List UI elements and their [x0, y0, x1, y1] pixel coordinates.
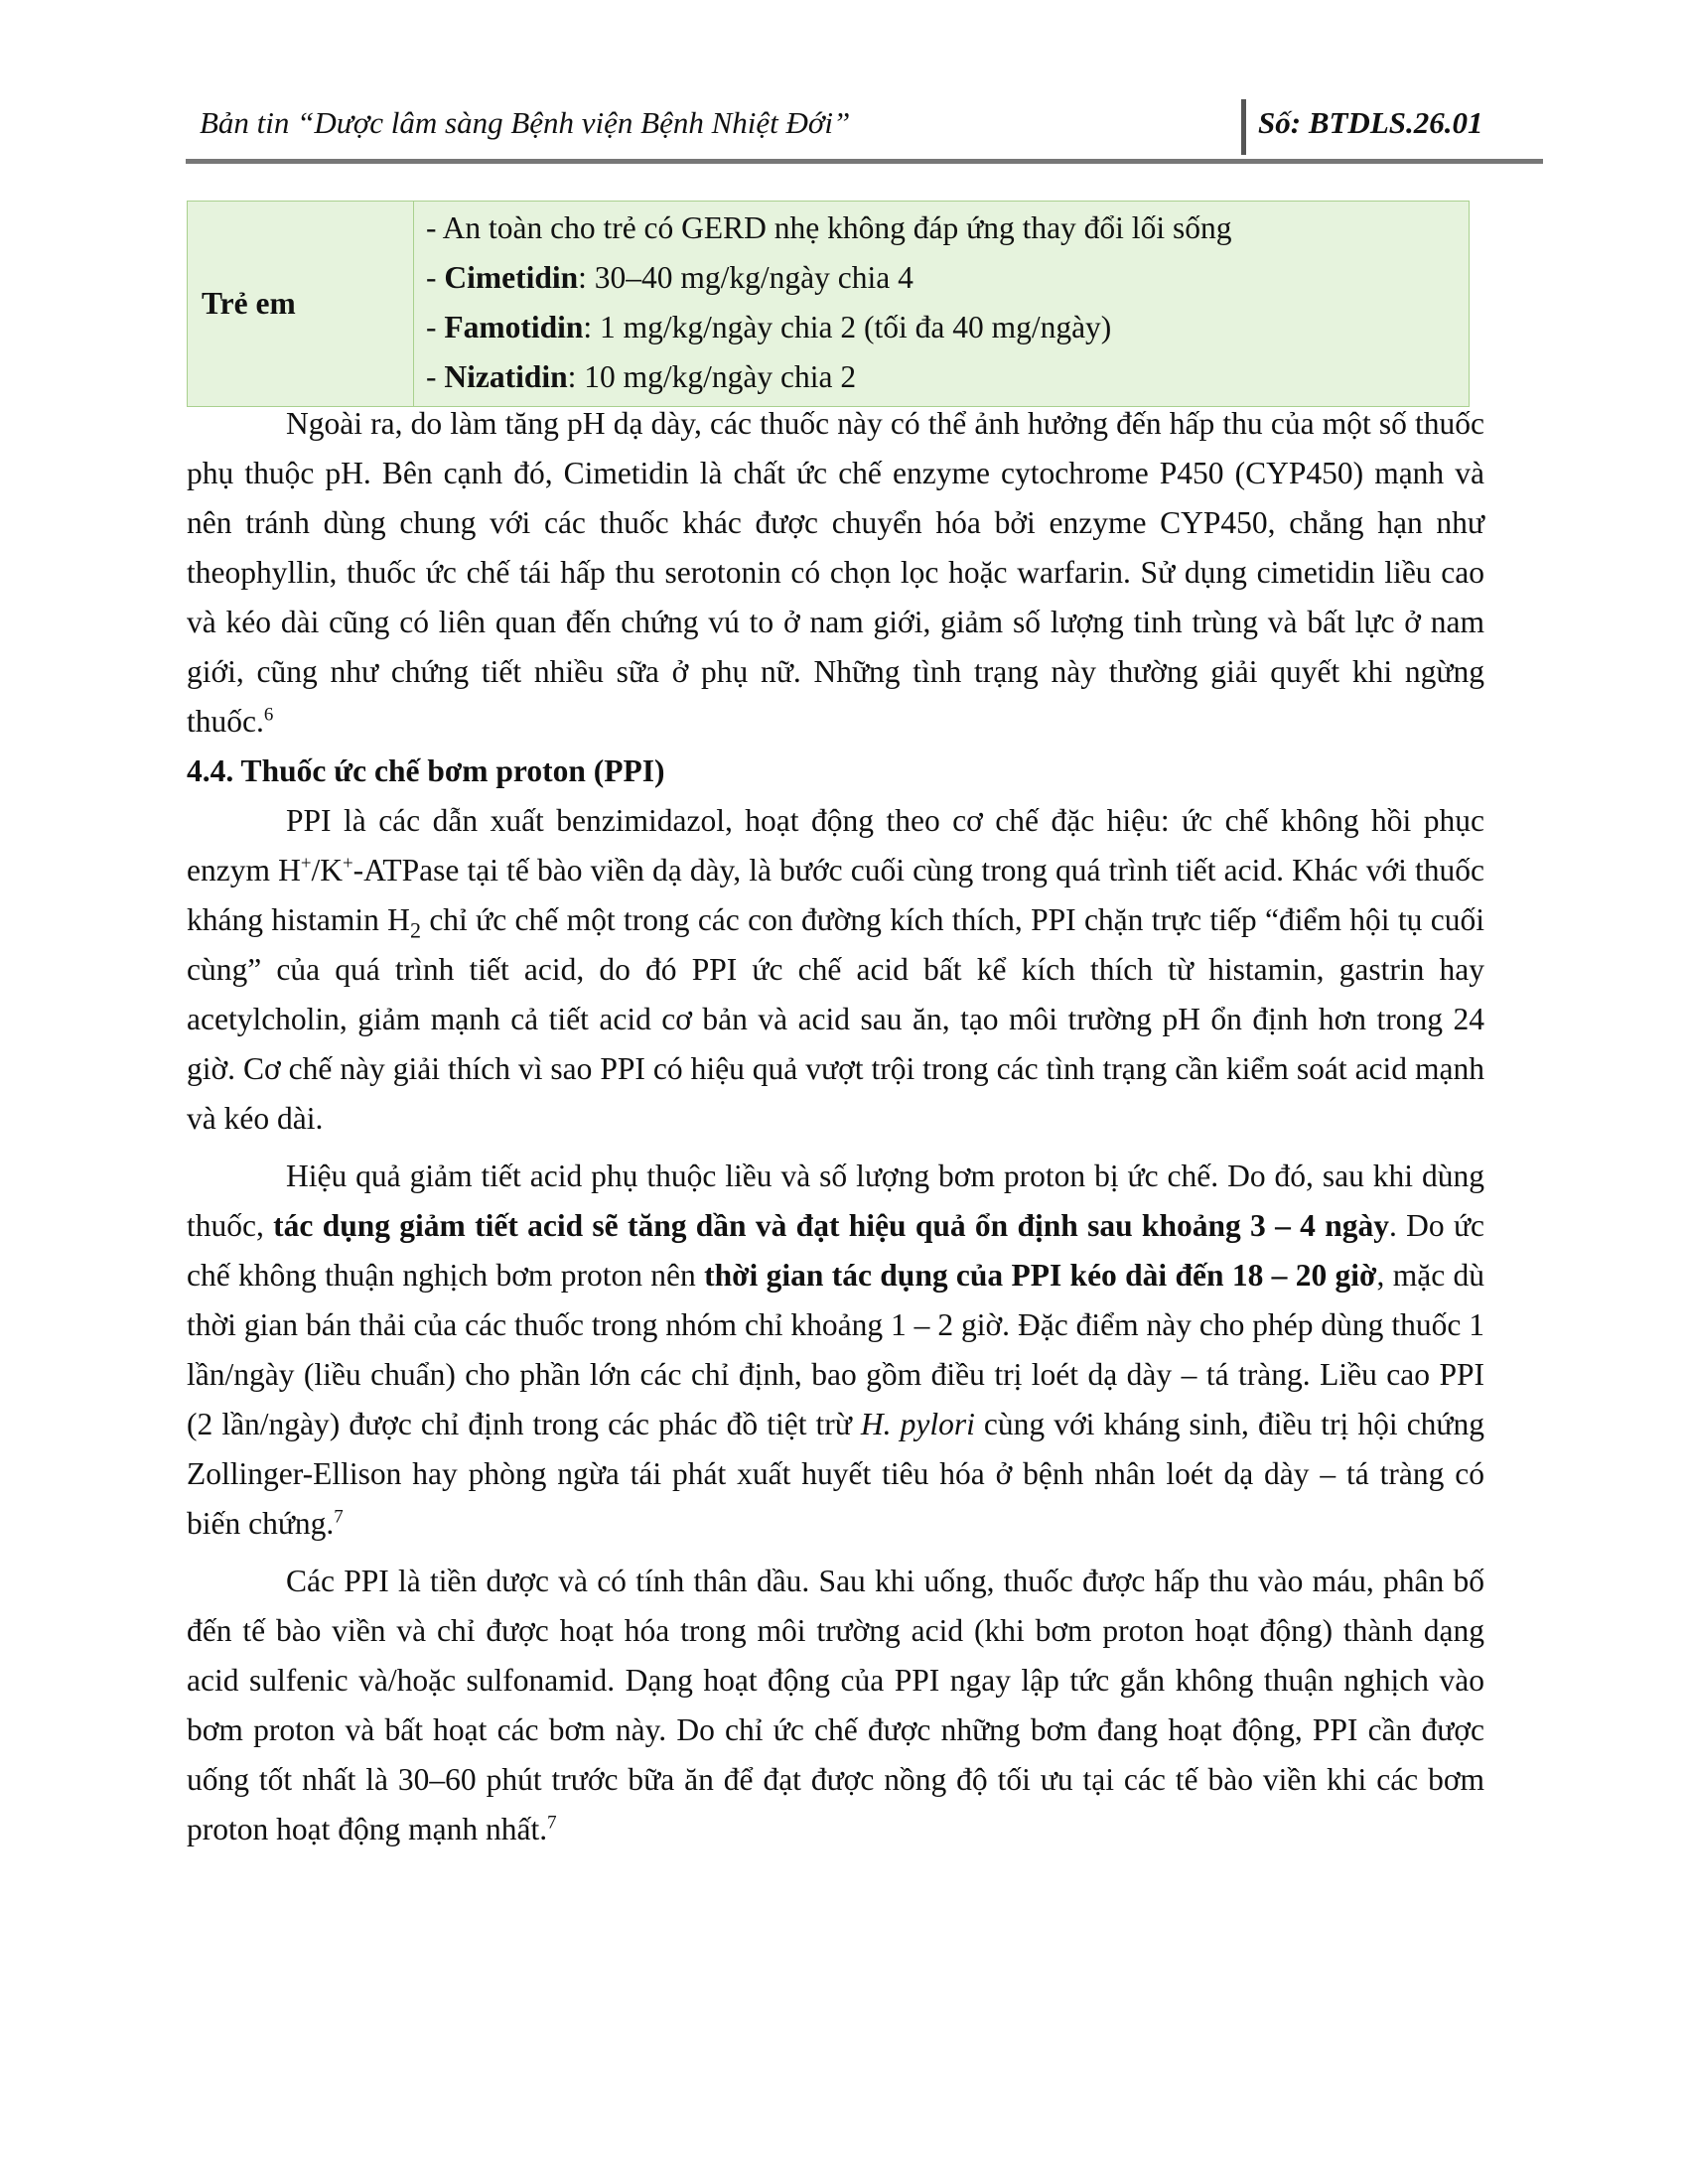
text-run: . Do ức chế không thuận nghịch bơm proton nên — [187, 1208, 1485, 1293]
subscript: 2 — [409, 917, 421, 943]
italic-text: H. pylori — [860, 1407, 975, 1441]
reference-mark: 7 — [334, 1506, 344, 1528]
paragraph-ppi-prodrug — [187, 1557, 1484, 1854]
table-row — [188, 202, 1470, 407]
safety-note: - An toàn cho trẻ có GERD nhẹ không đáp ứng thay đổi lối sống — [426, 210, 1232, 245]
text-run: PPI là các dẫn xuất benzimidazol, hoạt động theo cơ chế đặc hiệu: ức chế không hồi phục enzym H — [187, 803, 1484, 887]
dose-dash: - — [426, 359, 445, 394]
header-separator — [1241, 99, 1246, 155]
drug-name: Nizatidin — [444, 359, 568, 394]
issue-number: Số: BTDLS.26.01 — [1258, 105, 1483, 140]
drug-name: Cimetidin — [444, 260, 579, 295]
drug-dose: : 1 mg/kg/ngày chia 2 (tối đa 40 mg/ngày) — [583, 310, 1112, 344]
bold-text: thời gian tác dụng của PPI kéo dài đến 18 – 20 giờ — [704, 1258, 1377, 1293]
paragraph-ppi-duration — [187, 1152, 1484, 1549]
dose-cell — [414, 202, 1470, 407]
bulletin-title: Bản tin “Dược lâm sàng Bệnh viện Bệnh Nhiệt Đới” — [200, 105, 851, 140]
paragraph-ppi-mechanism — [187, 796, 1484, 1144]
text-run: Hiệu quả giảm tiết acid phụ thuộc liều và số lượng bơm proton bị ức chế. Do đó, sau khi dùng thuốc, — [187, 1159, 1484, 1243]
dose-item-cimetidin — [426, 253, 1459, 303]
superscript: + — [343, 853, 353, 875]
dose-dash: - — [426, 310, 445, 344]
article-body — [187, 399, 1484, 1854]
drug-dose: : 30–40 mg/kg/ngày chia 4 — [578, 260, 914, 295]
text-run: , mặc dù thời gian bán thải của các thuốc trong nhóm chỉ khoảng 1 – 2 giờ. Đặc điểm này cho phép dùng thuốc 1 lần/ngày (liều chuẩn) cho phần lớn các chỉ định, bao gồm điều trị loét dạ dày – tá tràng. Liều cao PPI (2 lần/ngày) được chỉ định trong các phác đồ tiệt trừ — [187, 1258, 1485, 1441]
pediatric-dose-table — [187, 201, 1470, 407]
dose-item-nizatidin — [426, 352, 1459, 402]
text-run: /K — [311, 853, 343, 887]
superscript: + — [300, 853, 312, 875]
paragraph-text: Ngoài ra, do làm tăng pH dạ dày, các thuốc này có thể ảnh hưởng đến hấp thu của một số thuốc phụ thuộc pH. Bên cạnh đó, Cimetidin là chất ức chế enzyme cytochrome P450 (CYP450) mạnh và nên tránh dùng chung với các thuốc khác được chuyển hóa bởi enzyme CYP450, chẳng hạn như theophyllin, thuốc ức chế tái hấp thu serotonin có chọn lọc hoặc warfarin. Sử dụng cimetidin liều cao và kéo dài cũng có liên quan đến chứng vú to ở nam giới, giảm số lượng tinh trùng và bất lực ở nam giới, cũng như chứng tiết nhiều sữa ở phụ nữ. Những tình trạng này thường giải quyết khi ngừng thuốc. — [187, 406, 1484, 739]
drug-name: Famotidin — [444, 310, 584, 344]
paragraph-text: Các PPI là tiền dược và có tính thân dầu. Sau khi uống, thuốc được hấp thu vào máu, phân bố đến tế bào viền và chỉ được hoạt hóa trong môi trường acid (khi bơm proton hoạt động) thành dạng acid sulfenic và/hoặc sulfonamid. Dạng hoạt động của PPI ngay lập tức gắn không thuận nghịch vào bơm proton và bất hoạt các bơm này. Do chỉ ức chế được những bơm đang hoạt động, PPI cần được uống tốt nhất là 30–60 phút trước bữa ăn để đạt được nồng độ tối ưu tại các tế bào viền khi các bơm proton hoạt động mạnh nhất. — [187, 1564, 1484, 1846]
dose-item-famotidin — [426, 303, 1459, 352]
text-run: -ATPase tại tế bào viền dạ dày, là bước cuối cùng trong quá trình tiết acid. Khác với thuốc kháng histamin H — [187, 853, 1484, 937]
dose-dash: - — [426, 260, 445, 295]
text-run: cùng với kháng sinh, điều trị hội chứng Zollinger-Ellison hay phòng ngừa tái phát xuất huyết tiêu hóa ở bệnh nhân loét dạ dày – tá tràng có biến chứng. — [187, 1407, 1484, 1541]
header-rule — [186, 159, 1543, 164]
drug-dose: : 10 mg/kg/ngày chia 2 — [567, 359, 857, 394]
page-header — [186, 101, 1543, 159]
reference-mark: 7 — [547, 1812, 557, 1834]
section-heading: 4.4. Thuốc ức chế bơm proton (PPI) — [187, 753, 665, 788]
row-label: Trẻ em — [188, 202, 414, 407]
paragraph-h2-interactions — [187, 399, 1484, 747]
bold-text: tác dụng giảm tiết acid sẽ tăng dần và đạt hiệu quả ổn định sau khoảng 3 – 4 ngày — [273, 1208, 1389, 1243]
reference-mark: 6 — [263, 704, 274, 726]
text-run: chỉ ức chế một trong các con đường kích thích, PPI chặn trực tiếp “điểm hội tụ cuối cùng” của quá trình tiết acid, do đó PPI ức chế acid bất kể kích thích từ histamin, gastrin hay acetylcholin, giảm mạnh cả tiết acid cơ bản và acid sau ăn, tạo môi trường pH ổn định hơn trong 24 giờ. Cơ chế này giải thích vì sao PPI có hiệu quả vượt trội trong các tình trạng cần kiểm soát acid mạnh và kéo dài. — [187, 902, 1484, 1136]
